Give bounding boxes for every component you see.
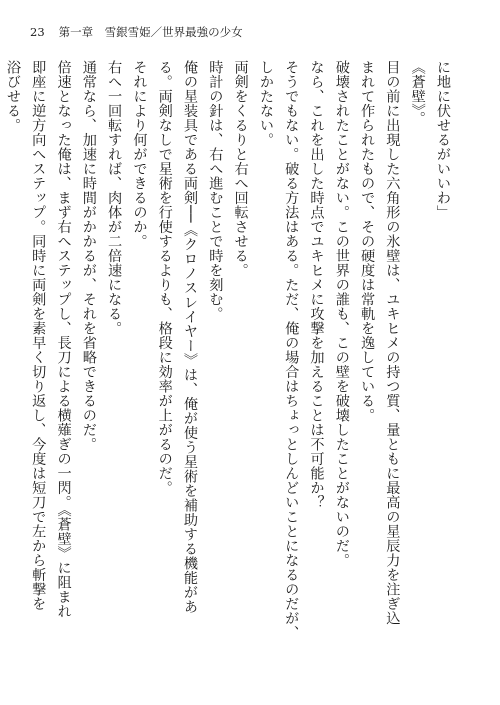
- paragraph: 通常なら、加速に時間がかかるが、それを省略できるのだ。: [80, 60, 97, 452]
- paragraph: 《蒼壁》。: [409, 60, 426, 126]
- page-number: 23: [30, 25, 45, 39]
- paragraph: る。両剣なしで星術を行使するよりも、格段に効率が上がるのだ。: [156, 60, 173, 495]
- paragraph: 両剣をくるりと右へ回転させる。: [232, 60, 249, 278]
- paragraph: 破壊されたことがない。この世界の誰も、この壁を破壊したことがないのだ。: [333, 60, 350, 568]
- paragraph: 倍速となった俺は、まず右へステップし、長刀による横薙ぎの一閃。《蒼壁》に阻まれ: [55, 60, 72, 619]
- paragraph: 右へ一回転すれば、肉体が二倍速になる。: [106, 60, 123, 336]
- paragraph: 目の前に出現した六角形の氷壁は、ユキヒメの持つ質、量ともに最高の星辰力を注ぎ込: [384, 60, 401, 626]
- paragraph: に地に伏せるがいいわ」: [435, 60, 451, 220]
- paragraph: 時計の針は、右へ進むことで時を刻む。: [207, 60, 224, 321]
- running-header: [30, 24, 243, 40]
- paragraph: 俺の星装具である両剣──《クロノスレイヤー》は、俺が使う星術を補助する機能があ: [182, 60, 199, 615]
- paragraph: そうでもない。破る方法はある。ただ、俺の場合はちょっとしんどいことになるのだが、: [283, 60, 300, 640]
- paragraph: 浴びせる。: [4, 60, 21, 133]
- paragraph: しかたない。: [257, 60, 274, 147]
- chapter-title: 第一章 雪銀雪姫／世界最強の少女: [58, 25, 243, 39]
- paragraph: 即座に逆方向へステップ。同時に両剣を素早く切り返し、今度は短刀で左から斬撃を: [30, 60, 47, 611]
- paragraph: まれて作られたもので、その硬度は常軌を逸している。: [359, 60, 376, 423]
- paragraph: それにより何ができるのか。: [131, 60, 148, 249]
- body-text: [4, 60, 455, 640]
- paragraph: なら、これを出した時点でユキヒメに攻撃を加えることは不可能か？: [308, 60, 325, 510]
